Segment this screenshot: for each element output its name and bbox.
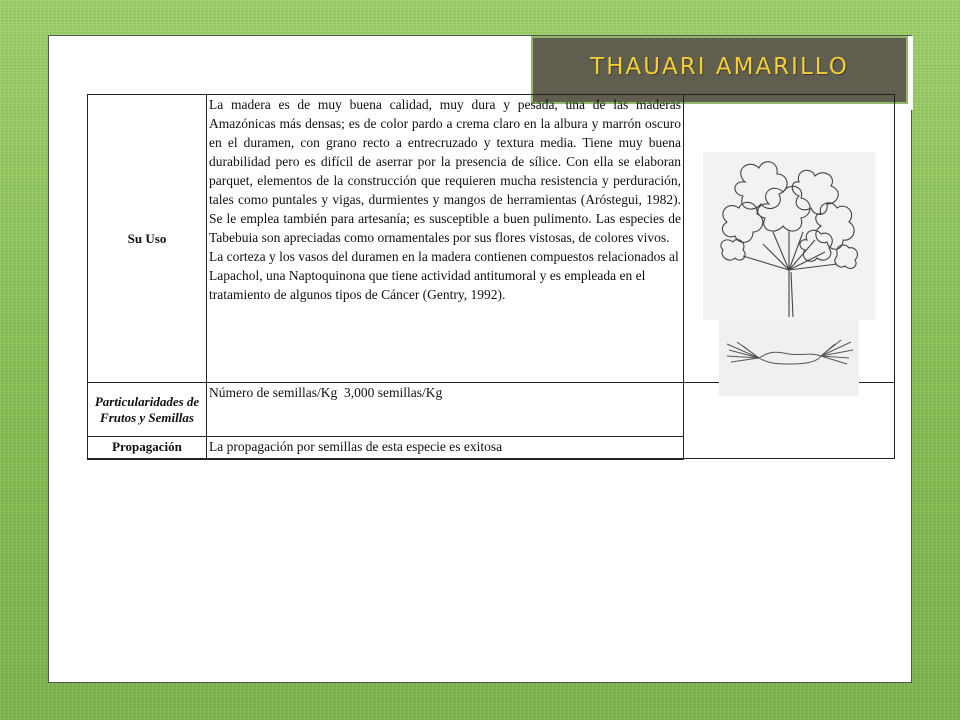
- flower-drawing: [703, 152, 875, 320]
- row-text-frutos: Número de semillas/Kg 3,000 semillas/Kg: [207, 383, 684, 437]
- row-label-frutos: Particularidades de Frutos y Semillas: [88, 383, 207, 437]
- table-row-frutos: [88, 383, 895, 437]
- species-info-table: [87, 94, 895, 460]
- slide-title: THAUARI AMARILLO: [590, 54, 849, 80]
- row-label-uso: Su Uso: [88, 95, 207, 383]
- uso-paragraph-1: La madera es de muy buena calidad, muy dura y pesada, una de las maderas Amazónicas más densas; es de color pardo a crema claro en la albura y marrón oscuro en el duramen, con grano recto a entrecruzado y textura media. Tiene muy buena durabilidad pero es difícil de aserrar por la presencia de sílice. Con ella se elaboran parquet, elementos de la construcción que requieren mucha resistencia y perduración, tales como puntales y vigas, durmientes y mangos de herramientas (Aróstegui, 1982). Se le emplea también para artesanía; es susceptible a buen pulimento. Las especies de Tabebuia son apreciadas como ornamentales por sus flores vistosas, de colores vivos.: [209, 97, 681, 245]
- row-text-uso: [207, 95, 684, 383]
- row-text-propagacion: La propagación por semillas de esta especie es exitosa: [207, 437, 684, 459]
- row-label-propagacion: Propagación: [88, 437, 207, 459]
- seed-drawing: [719, 320, 859, 396]
- seed-image-cell: [684, 383, 895, 459]
- winged-seed-image: [719, 320, 859, 396]
- uso-paragraph-2: La corteza y los vasos del duramen en la madera contienen compuestos relacionados al Lapachol, una Naptoquinona que tiene actividad antitumoral y es empleada en el tratamiento de algunos tipos de Cáncer (Gentry, 1992).: [209, 249, 679, 302]
- flower-cluster-image: [703, 152, 875, 320]
